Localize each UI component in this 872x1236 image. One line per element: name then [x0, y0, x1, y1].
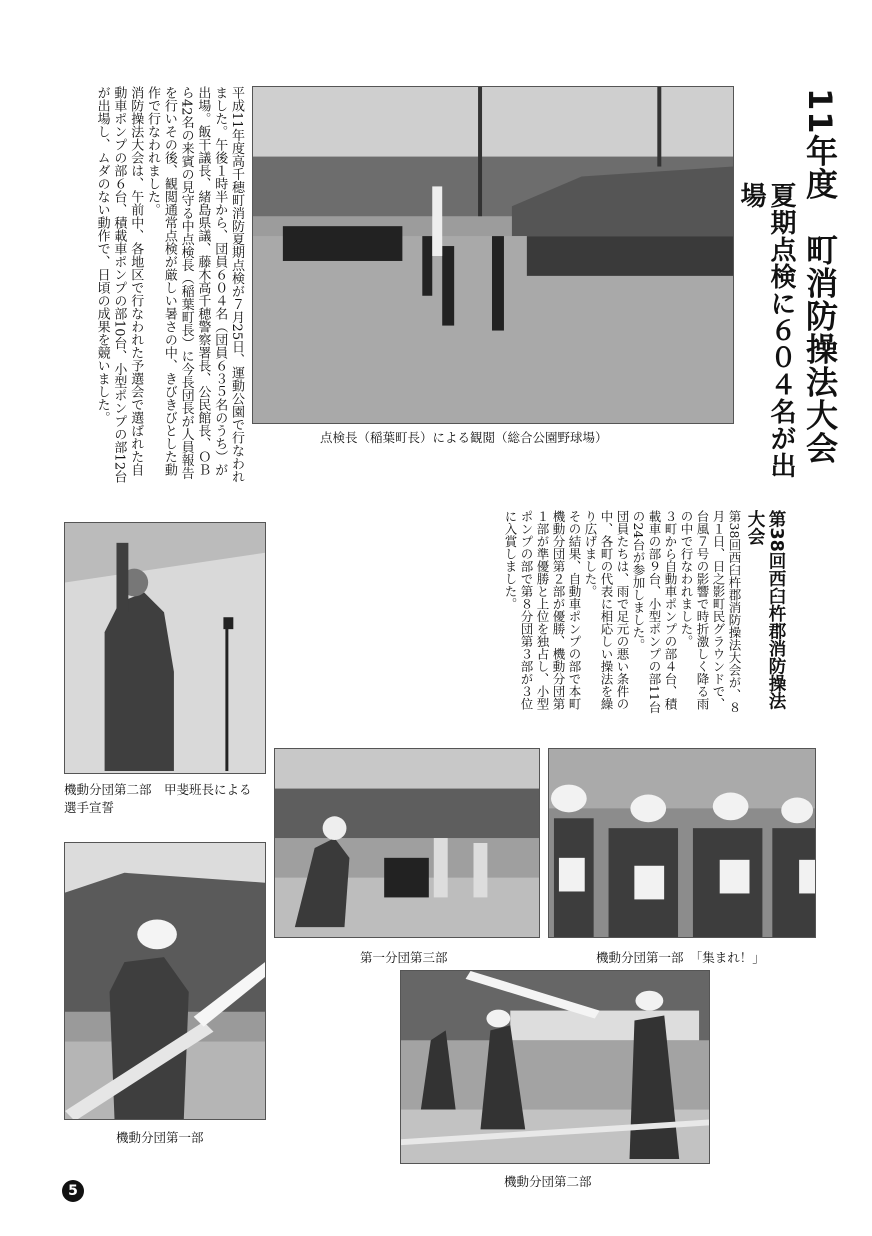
first-division-photo-caption: 第一分団第三部: [360, 950, 448, 965]
page-subtitle: 夏期点検に６０４名が出場: [736, 182, 796, 479]
parade-photo-caption: 点検長（稲葉町長）による観閲（総合公園野球場）: [320, 430, 608, 445]
article2-paragraph: その結果、自動車ポンプの部で本町機動分団第２部が優勝、機動分団第１部が準優勝と上位を独占し、小型ポンプの部で第８分団第３部が３位に入賞しました。: [503, 510, 582, 710]
parade-photo: [252, 86, 734, 424]
oath-photo: [64, 522, 266, 774]
article1-paragraph: 平成11年度高千穂町消防夏期点検が７月25日、運動公園で行なわれました。午後１時半から、団員６０４名（団員６３５名のうち）が出場。飯干議長、緒島県議、藤木高千穂警察署長、公民館長、ＯＢら42名の来賓の見守る中点検長（稲葉町長）に今長団長が人員報告を行いその後、観閲通常点検が厳しい暑さの中、きびきびとした動作で行なわれました。: [145, 86, 244, 484]
oath-photo-caption-line2: 選手宣誓: [64, 800, 115, 815]
first-division-photo: [274, 748, 540, 938]
article2-body: [370, 510, 742, 722]
mobile-second-photo-caption: 機動分団第二部: [504, 1174, 592, 1189]
mobile-first-photo-caption: 機動分団第一部: [116, 1130, 204, 1145]
article2-paragraph: 第38回西臼杵郡消防操法大会が、８月１日、日之影町民グラウンドで、台風７号の影響で時折激しく降る雨の中で行なわれました。: [679, 510, 742, 714]
article1-paragraph: 消防操法大会は、午前中、各地区で行なわれた予選会で選ばれた自動車ポンプの部６台、積載車ポンプの部10台、小型ポンプの部12台が出場し、ムダのない動作で、日頃の成果を競いました。: [94, 86, 144, 484]
gather-photo: [548, 748, 816, 938]
oath-photo-caption-line1: 機動分団第二部 甲斐班長による: [64, 782, 252, 797]
gather-photo-caption: 機動分団第一部 「集まれ！」: [596, 950, 765, 965]
article2-paragraph: ３町から自動車ポンプの部４台、積載車の部９台、小型ポンプの部11台の24台が参加しました。: [631, 510, 678, 714]
mobile-first-photo: [64, 842, 266, 1120]
article1-body: [58, 86, 244, 486]
article2-heading: 第38回西臼杵郡消防操法大会: [745, 510, 786, 710]
article2-paragraph: 団員たちは、雨で足元の悪い条件の中、各町の代表に相応しい操法を繰り広げました。: [583, 510, 630, 710]
mobile-second-photo: [400, 970, 710, 1164]
page-title: 11年度 町消防操法大会: [801, 88, 839, 465]
page-number: 5: [62, 1180, 84, 1202]
